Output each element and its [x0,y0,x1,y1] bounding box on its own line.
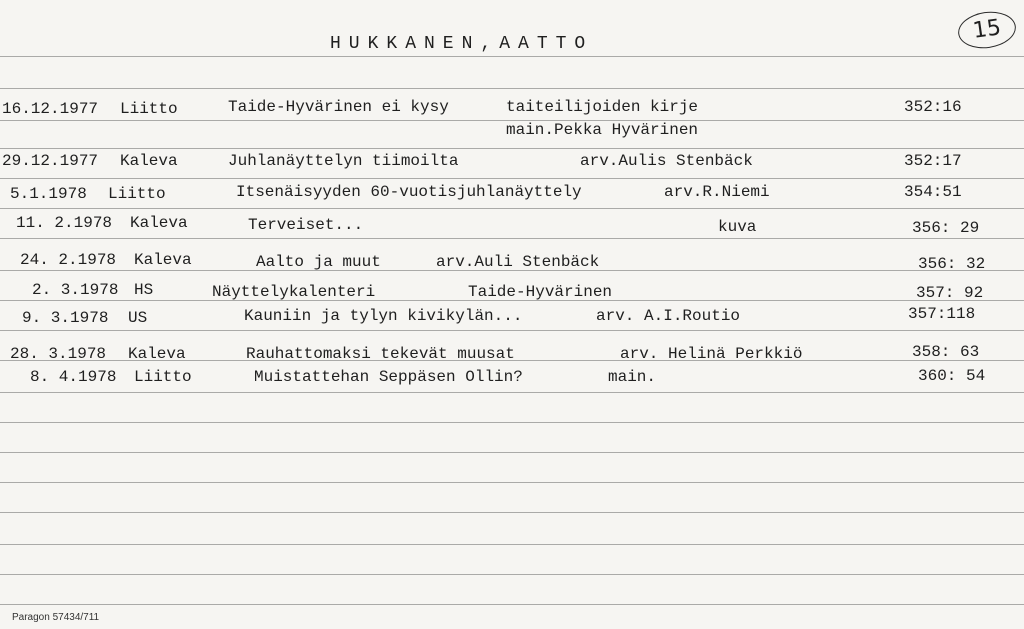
entry-ref: 354:51 [904,183,962,201]
entry-ref: 357: 92 [916,284,984,302]
entry-title: Terveiset... [248,216,364,234]
rule-line [0,330,1024,331]
rule-line [0,56,1024,57]
rule-line [0,604,1024,605]
entry-paper: Kaleva [130,214,188,232]
entry-title: Näyttelykalenteri [212,283,376,301]
entry-note-2: main.Pekka Hyvärinen [506,121,699,139]
rule-line [0,392,1024,393]
entry-note: kuva [718,218,757,236]
entry-date: 16.12.1977 [2,100,99,118]
entry-note: arv.Aulis Stenbäck [580,152,753,170]
rule-line [0,148,1024,149]
entry-title: Kauniin ja tylyn kivikylän... [244,307,523,325]
rule-line [0,238,1024,239]
entry-paper: Liitto [108,185,166,203]
entry-paper: Liitto [120,100,178,118]
entry-note: arv.R.Niemi [664,183,770,201]
entry-date: 2. 3.1978 [32,281,119,299]
entry-title: Juhlanäyttelyn tiimoilta [228,152,459,170]
entry-title: Itsenäisyyden 60-vuotisjuhlanäyttely [236,183,582,201]
entry-note: arv.Auli Stenbäck [436,253,600,271]
rule-line [0,574,1024,575]
entry-note: Taide-Hyvärinen [468,283,613,301]
entry-paper: HS [134,281,154,299]
entry-title: Rauhattomaksi tekevät muusat [246,345,515,363]
entry-ref: 360: 54 [918,367,986,385]
entry-date: 5.1.1978 [10,185,87,203]
entry-title: Taide-Hyvärinen ei kysy [228,98,449,116]
entry-note: arv. Helinä Perkkiö [620,345,803,363]
entry-ref: 356: 29 [912,219,980,237]
entry-date: 29.12.1977 [2,152,99,170]
entry-note: taiteilijoiden kirje [506,98,699,116]
card-number-circle: 15 [956,8,1018,52]
rule-line [0,178,1024,179]
entry-title: Muistattehan Seppäsen Ollin? [254,368,523,386]
entry-ref: 352:16 [904,98,962,116]
entry-date: 9. 3.1978 [22,309,109,327]
entry-date: 8. 4.1978 [30,368,117,386]
entry-paper: Kaleva [128,345,186,363]
entry-title: Aalto ja muut [256,253,381,271]
entry-ref: 357:118 [908,305,976,323]
entry-date: 24. 2.1978 [20,251,117,269]
card-title: HUKKANEN,AATTO [330,34,594,54]
entry-note: main. [608,368,657,386]
rule-line [0,452,1024,453]
rule-line [0,422,1024,423]
entry-date: 11. 2.1978 [16,214,113,232]
entry-paper: Kaleva [134,251,192,269]
entry-paper: US [128,309,148,327]
rule-line [0,512,1024,513]
rule-line [0,482,1024,483]
entry-note: arv. A.I.Routio [596,307,741,325]
entry-paper: Kaleva [120,152,178,170]
entry-ref: 352:17 [904,152,962,170]
entry-ref: 358: 63 [912,343,980,361]
card-footer-print: Paragon 57434/711 [12,612,100,623]
entry-date: 28. 3.1978 [10,345,107,363]
rule-line [0,208,1024,209]
entry-paper: Liitto [134,368,192,386]
entry-ref: 356: 32 [918,255,986,273]
rule-line [0,544,1024,545]
rule-line [0,88,1024,89]
